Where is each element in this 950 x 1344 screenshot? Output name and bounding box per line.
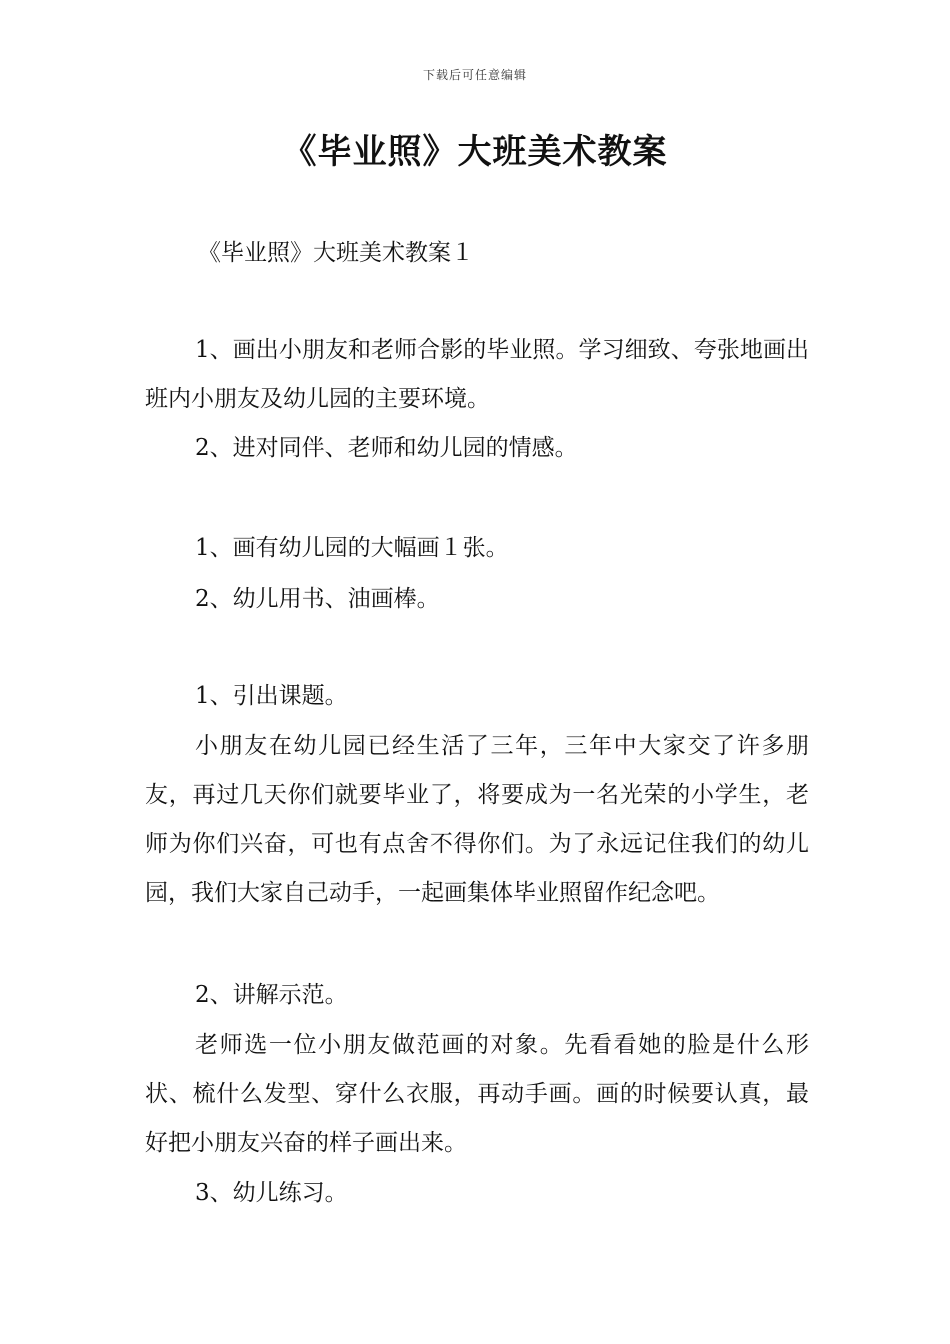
header-note: 下载后可任意编辑 xyxy=(422,68,527,82)
document-subtitle: 《毕业照》大班美术教案１ xyxy=(198,240,474,266)
paragraph-step-2: 2、讲解示范。 xyxy=(195,982,348,1008)
paragraph-step-2-body: 老师选一位小朋友做范画的对象。先看看她的脸是什么形状、梳什么发型、穿什么衣服，再动手画。画的时候要认真，最好把小朋友兴奋的样子画出来。 xyxy=(145,1032,809,1156)
paragraph-goal-1: 1、画出小朋友和老师合影的毕业照。学习细致、夸张地画出班内小朋友及幼儿园的主要环境。 xyxy=(145,337,809,412)
paragraph-step-1: 1、引出课题。 xyxy=(195,683,348,709)
paragraph-step-3: 3、幼儿练习。 xyxy=(195,1180,348,1206)
paragraph-step-1-body: 小朋友在幼儿园已经生活了三年，三年中大家交了许多朋友，再过几天你们就要毕业了，将要成为一名光荣的小学生，老师为你们兴奋，可也有点舍不得你们。为了永远记住我们的幼儿园，我们大家自己动手，一起画集体毕业照留作纪念吧。 xyxy=(145,733,809,906)
document-title: 《毕业照》大班美术教案 xyxy=(282,132,668,172)
paragraph-goal-2: 2、进对同伴、老师和幼儿园的情感。 xyxy=(195,435,578,461)
paragraph-material-2: 2、幼儿用书、油画棒。 xyxy=(195,586,440,612)
paragraph-material-1: 1、画有幼儿园的大幅画１张。 xyxy=(195,535,509,561)
